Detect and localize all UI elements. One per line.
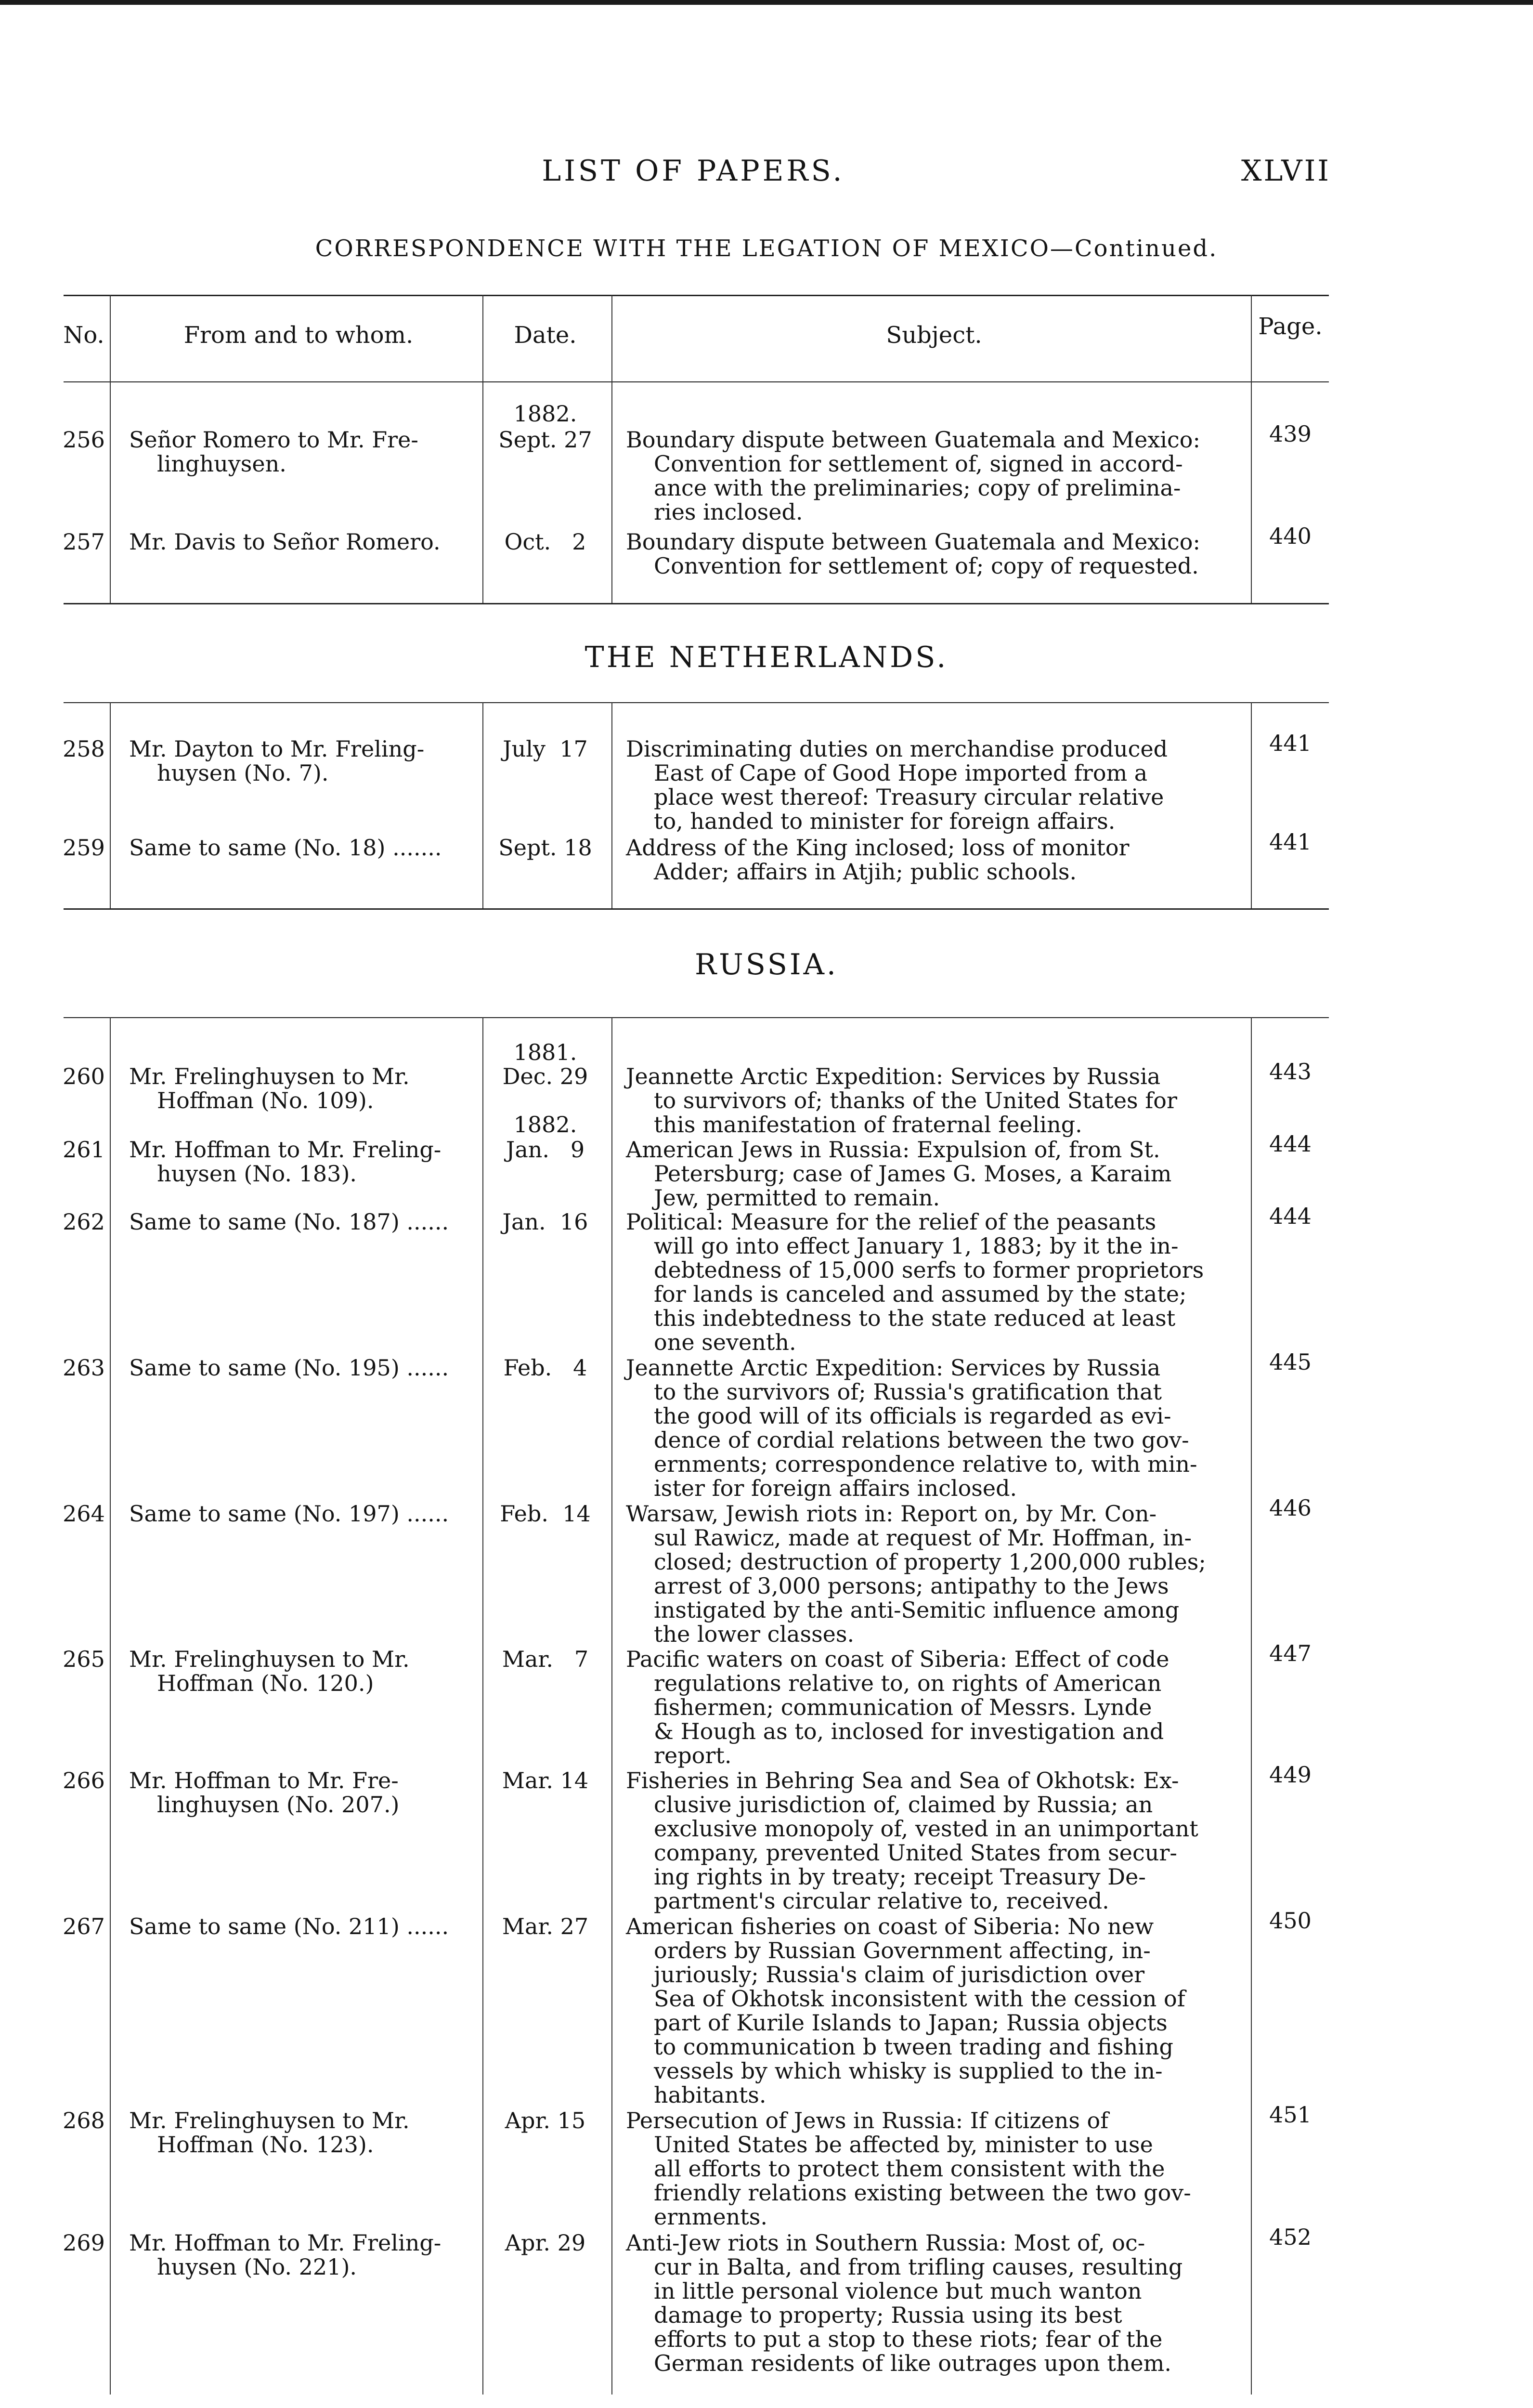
col-header-no: No.: [63, 322, 104, 349]
header-bottom-rule: [64, 381, 1329, 382]
entry-number: 263: [63, 1355, 105, 1381]
entry-page: 451: [1269, 2102, 1312, 2128]
col-header-page: Page.: [1258, 313, 1323, 340]
from-line: Mr. Hoffman to Mr. Fre-: [129, 1767, 399, 1793]
entry-number: 267: [63, 1913, 105, 1939]
subject-line: friendly relations existing between the two gov-: [654, 2180, 1191, 2206]
entry-subject: [626, 1356, 1245, 1500]
entry-from: [129, 2108, 476, 2157]
entry-date: Feb. 14: [500, 1501, 591, 1527]
subject-line: ernments; correspondence relative to, with min-: [654, 1451, 1197, 1477]
entry-page: 446: [1269, 1495, 1312, 1521]
entry-date: Oct. 2: [504, 529, 586, 555]
entry-number: 258: [63, 736, 105, 762]
subject-line: Political: Measure for the relief of the peasants: [626, 1209, 1156, 1235]
subject-line: ance with the preliminaries; copy of prelimina-: [654, 475, 1181, 501]
column-rule: [482, 702, 483, 908]
from-line: Hoffman (No. 123).: [157, 2132, 374, 2158]
entry-date: Mar. 14: [502, 1767, 589, 1793]
entry-date: Jan. 16: [502, 1209, 588, 1235]
subject-line: & Hough as to, inclosed for investigation and: [654, 1718, 1164, 1744]
entry-date: Feb. 4: [503, 1355, 587, 1381]
subject-line: company, prevented United States from secur-: [654, 1840, 1177, 1866]
table-top-rule: [64, 295, 1329, 296]
subject-line: instigated by the anti-Semitic influence among: [654, 1597, 1180, 1623]
subject-line: exclusive monopoly of, vested in an unimportant: [654, 1816, 1198, 1842]
subject-line: cur in Balta, and from trifling causes, resulting: [654, 2254, 1183, 2280]
entry-number: 259: [63, 835, 105, 861]
subject-line: ing rights in by treaty; receipt Treasury De-: [654, 1864, 1146, 1890]
from-line: linghuysen.: [157, 451, 286, 477]
column-rule: [482, 295, 483, 603]
subject-line: Petersburg; case of James G. Moses, a Karaim: [654, 1161, 1172, 1187]
subject-line: American fisheries on coast of Siberia: No new: [626, 1913, 1154, 1939]
subject-line: Discriminating duties on merchandise produced: [626, 736, 1168, 762]
subject-line: the good will of its officials is regarded as evi-: [654, 1403, 1171, 1429]
subject-line: Fisheries in Behring Sea and Sea of Okhotsk: Ex-: [626, 1767, 1179, 1793]
column-rule: [110, 702, 111, 908]
entry-date: Sept. 27: [498, 427, 592, 453]
entry-date: Apr. 29: [505, 2230, 586, 2256]
subject-line: one seventh.: [654, 1329, 796, 1355]
from-line: Same to same (No. 187) ......: [129, 1209, 449, 1235]
entry-page: 447: [1269, 1640, 1312, 1666]
entry-number: 265: [63, 1646, 105, 1672]
entry-from: [129, 1914, 476, 1938]
from-line: Same to same (No. 197) ......: [129, 1501, 449, 1527]
entry-page: 443: [1269, 1059, 1312, 1085]
entry-subject: [626, 1138, 1245, 1210]
entry-number: 261: [63, 1137, 105, 1163]
subject-line: Convention for settlement of, signed in accord-: [654, 451, 1183, 477]
page-top-edge: [0, 0, 1533, 5]
subject-line: Boundary dispute between Guatemala and Mexico:: [626, 529, 1200, 555]
subject-line: ries inclosed.: [654, 499, 803, 525]
from-line: Mr. Frelinghuysen to Mr.: [129, 1646, 410, 1672]
entry-subject: [626, 2231, 1245, 2375]
from-line: Señor Romero to Mr. Fre-: [129, 427, 418, 453]
entry-date: Mar. 27: [502, 1913, 589, 1939]
column-rule: [611, 1017, 612, 2395]
from-line: huysen (No. 7).: [157, 760, 329, 786]
entry-date: Sept. 18: [498, 835, 592, 861]
subject-line: to communication b tween trading and fishing: [654, 2034, 1173, 2060]
subject-line: juriously; Russia's claim of jurisdiction over: [654, 1962, 1145, 1988]
entry-from: [129, 1647, 476, 1695]
entry-from: [129, 1502, 476, 1526]
from-line: huysen (No. 183).: [157, 1161, 357, 1187]
section-subtitle: CORRESPONDENCE WITH THE LEGATION OF MEXICO—Continued.: [315, 235, 1218, 262]
subject-line: debtedness of 15,000 serfs to former proprietors: [654, 1257, 1204, 1283]
page-numeral: XLVII: [1241, 154, 1331, 188]
entry-subject: [626, 1768, 1245, 1913]
subject-line: Pacific waters on coast of Siberia: Effect of code: [626, 1646, 1169, 1672]
subject-line: Jeannette Arctic Expedition: Services by Russia: [626, 1063, 1161, 1089]
entry-subject: [626, 1647, 1245, 1767]
entry-subject: [626, 1502, 1245, 1646]
subject-line: part of Kurile Islands to Japan; Russia objects: [654, 2010, 1168, 2036]
subject-line: will go into effect January 1, 1883; by it the in-: [654, 1233, 1179, 1259]
subject-line: American Jews in Russia: Expulsion of, from St.: [626, 1137, 1160, 1163]
subject-line: German residents of like outrages upon them.: [654, 2350, 1171, 2376]
entry-date: Apr. 15: [505, 2107, 586, 2133]
subject-line: Persecution of Jews in Russia: If citizens of: [626, 2107, 1109, 2133]
subject-line: to survivors of; thanks of the United States for: [654, 1087, 1177, 1113]
from-line: Mr. Hoffman to Mr. Freling-: [129, 2230, 442, 2256]
entry-subject: [626, 2108, 1245, 2229]
subject-line: Warsaw, Jewish riots in: Report on, by Mr. Con-: [626, 1501, 1157, 1527]
subject-line: United States be affected by, minister to use: [654, 2132, 1153, 2158]
from-line: Hoffman (No. 109).: [157, 1087, 374, 1113]
column-rule: [611, 295, 612, 603]
entry-number: 266: [63, 1767, 105, 1793]
entry-page: 445: [1269, 1349, 1312, 1375]
entry-subject: [626, 530, 1245, 578]
entry-number: 269: [63, 2230, 105, 2256]
subject-line: to, handed to minister for foreign affairs.: [654, 808, 1116, 834]
entry-date: July 17: [503, 736, 588, 762]
subject-line: this indebtedness to the state reduced at least: [654, 1305, 1176, 1331]
subject-line: orders by Russian Government affecting, in-: [654, 1937, 1151, 1963]
entry-page: 449: [1269, 1762, 1312, 1788]
entry-from: [129, 530, 476, 554]
entry-page: 444: [1269, 1203, 1312, 1229]
entry-subject: [626, 737, 1245, 833]
entry-number: 260: [63, 1063, 105, 1089]
section-end-rule: [64, 908, 1329, 910]
entry-page: 441: [1269, 829, 1312, 855]
running-head: [0, 154, 1533, 197]
subject-line: fishermen; communication of Messrs. Lynde: [654, 1694, 1152, 1720]
entry-page: 452: [1269, 2224, 1312, 2250]
subject-line: partment's circular relative to, received.: [654, 1888, 1109, 1914]
subject-line: regulations relative to, on rights of American: [654, 1670, 1162, 1696]
column-rule: [482, 1017, 483, 2395]
entry-subject: [626, 1064, 1245, 1137]
subject-line: arrest of 3,000 persons; antipathy to the Jews: [654, 1573, 1169, 1599]
section-top-rule: [64, 702, 1329, 703]
subject-line: vessels by which whisky is supplied to the in-: [654, 2058, 1163, 2084]
entry-page: 450: [1269, 1908, 1312, 1934]
subject-line: Address of the King inclosed; loss of monitor: [626, 835, 1130, 861]
subject-line: Jeannette Arctic Expedition: Services by Russia: [626, 1355, 1161, 1381]
year-label: 1882.: [513, 1112, 577, 1138]
subject-line: Jew, permitted to remain.: [654, 1185, 940, 1211]
from-line: huysen (No. 221).: [157, 2254, 357, 2280]
from-line: Mr. Frelinghuysen to Mr.: [129, 2107, 410, 2133]
subject-line: clusive jurisdiction of, claimed by Russia; an: [654, 1792, 1153, 1818]
entry-from: [129, 428, 476, 476]
entry-date: Mar. 7: [502, 1646, 589, 1672]
subject-line: the lower classes.: [654, 1621, 855, 1647]
from-line: Same to same (No. 195) ......: [129, 1355, 449, 1381]
subject-line: to the survivors of; Russia's gratification that: [654, 1379, 1162, 1405]
from-line: Same to same (No. 18) .......: [129, 835, 442, 861]
subject-line: sul Rawicz, made at request of Mr. Hoffman, in-: [654, 1525, 1192, 1551]
subject-line: Adder; affairs in Atjih; public schools.: [654, 859, 1077, 885]
entry-number: 257: [63, 529, 105, 555]
entry-number: 264: [63, 1501, 105, 1527]
subject-line: ister for foreign affairs inclosed.: [654, 1475, 1017, 1501]
page-title: LIST OF PAPERS.: [542, 154, 845, 188]
subject-line: all efforts to protect them consistent with the: [654, 2156, 1165, 2182]
year-label: 1882.: [513, 401, 577, 427]
entry-subject: [626, 1210, 1245, 1354]
col-header-from: From and to whom.: [183, 322, 414, 349]
subject-line: report.: [654, 1742, 732, 1768]
entry-page: 441: [1269, 730, 1312, 756]
entry-from: [129, 836, 476, 860]
subject-line: Convention for settlement of; copy of requested.: [654, 553, 1199, 579]
from-line: Same to same (No. 211) ......: [129, 1913, 449, 1939]
section-title-russia: RUSSIA.: [695, 948, 838, 982]
subject-line: for lands is canceled and assumed by the state;: [654, 1281, 1187, 1307]
section-title-netherlands: THE NETHERLANDS.: [585, 641, 948, 674]
from-line: Mr. Davis to Señor Romero.: [129, 529, 441, 555]
column-rule: [1251, 295, 1252, 603]
from-line: Mr. Dayton to Mr. Freling-: [129, 736, 425, 762]
entry-from: [129, 2231, 476, 2279]
entry-date: Dec. 29: [502, 1063, 588, 1089]
entry-from: [129, 1356, 476, 1380]
entry-subject: [626, 428, 1245, 524]
subject-line: ernments.: [654, 2204, 768, 2230]
entry-page: 439: [1269, 421, 1312, 447]
section-end-rule: [64, 603, 1329, 604]
column-rule: [110, 1017, 111, 2395]
subject-line: place west thereof: Treasury circular relative: [654, 784, 1164, 810]
subject-line: efforts to put a stop to these riots; fear of the: [654, 2326, 1163, 2352]
subject-line: damage to property; Russia using its best: [654, 2302, 1122, 2328]
col-header-subject: Subject.: [886, 322, 982, 349]
subject-line: this manifestation of fraternal feeling.: [654, 1112, 1082, 1138]
entry-number: 256: [63, 427, 105, 453]
entry-date: Jan. 9: [506, 1137, 585, 1163]
entry-number: 262: [63, 1209, 105, 1235]
subject-line: in little personal violence but much wanton: [654, 2278, 1142, 2304]
from-line: Mr. Frelinghuysen to Mr.: [129, 1063, 410, 1089]
entry-from: [129, 1210, 476, 1234]
from-line: Hoffman (No. 120.): [157, 1670, 374, 1696]
from-line: Mr. Hoffman to Mr. Freling-: [129, 1137, 442, 1163]
entry-from: [129, 1768, 476, 1817]
col-header-date: Date.: [514, 322, 577, 349]
entry-number: 268: [63, 2107, 105, 2133]
entry-subject: [626, 1914, 1245, 2107]
subject-line: East of Cape of Good Hope imported from a: [654, 760, 1148, 786]
column-rule: [611, 702, 612, 908]
subject-line: dence of cordial relations between the two gov-: [654, 1427, 1189, 1453]
section-top-rule: [64, 1017, 1329, 1018]
column-rule: [110, 295, 111, 603]
entry-from: [129, 737, 476, 785]
from-line: linghuysen (No. 207.): [157, 1792, 400, 1818]
year-label: 1881.: [513, 1039, 577, 1065]
entry-subject: [626, 836, 1245, 884]
subject-line: Boundary dispute between Guatemala and Mexico:: [626, 427, 1200, 453]
entry-page: 440: [1269, 523, 1312, 549]
entry-page: 444: [1269, 1131, 1312, 1157]
entry-from: [129, 1138, 476, 1186]
subject-line: Anti-Jew riots in Southern Russia: Most of, oc-: [626, 2230, 1145, 2256]
entry-from: [129, 1064, 476, 1112]
subject-line: habitants.: [654, 2082, 766, 2108]
subject-line: closed; destruction of property 1,200,000 rubles;: [654, 1549, 1206, 1575]
subject-line: Sea of Okhotsk inconsistent with the cession of: [654, 1986, 1185, 2012]
